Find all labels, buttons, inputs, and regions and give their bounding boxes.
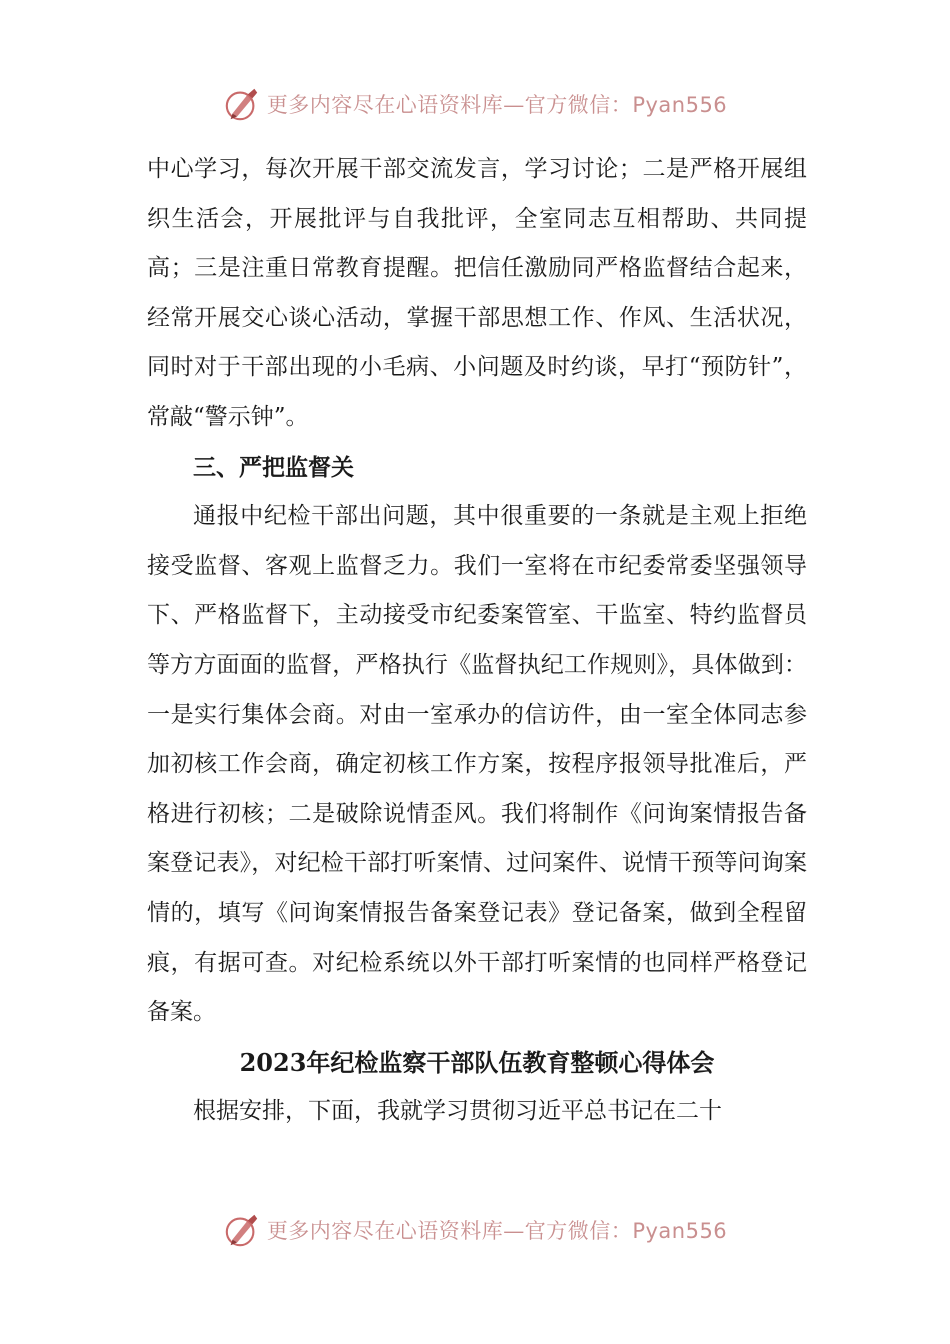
watermark-text: 更多内容尽在心语资料库—官方微信：Pyan556 [266,1219,728,1243]
section-heading: 三、严把监督关 [193,453,354,481]
watermark-header [0,84,950,124]
paragraph-continued: 中心学习，每次开展干部交流发言，学习讨论；二是严格开展组织生活会，开展批评与自我批评，全室同志互相帮助、共同提高；三是注重日常教育提醒。把信任激励同严格监督结合起来，经常开展交心谈心活动，掌握干部思想工作、作风、生活状况，同时对于干部出现的小毛病、小问题及时约谈，早打“预防针”，常敲“警示钟”。 [147,156,807,430]
pen-nib-circle-icon [223,1211,261,1249]
watermark-text: 更多内容尽在心语资料库—官方微信：Pyan556 [266,93,728,117]
watermark-footer [0,1210,950,1250]
document-body [147,145,807,1137]
paragraph-intro: 根据安排，下面，我就学习贯彻习近平总书记在二十 [193,1098,722,1125]
document-title: 2023年纪检监察干部队伍教育整顿心得体会 [239,1047,715,1077]
paragraph-supervision: 通报中纪检干部出问题，其中很重要的一条就是主观上拒绝接受监督、客观上监督乏力。我们一室将在市纪委常委坚强领导下、严格监督下，主动接受市纪委案管室、干监室、特约监督员等方方面面的监督，严格执行《监督执纪工作规则》，具体做到：一是实行集体会商。对由一室承办的信访件，由一室全体同志参加初核工作会商，确定初核工作方案，按程序报领导批准后，严格进行初核；二是破除说情歪风。我们将制作《问询案情报告备案登记表》，对纪检干部打听案情、过问案件、说情干预等问询案情的，填写《问询案情报告备案登记表》登记备案，做到全程留痕，有据可查。对纪检系统以外干部打听案情的也同样严格登记备案。 [147,503,807,1026]
pen-nib-circle-icon [223,85,261,123]
